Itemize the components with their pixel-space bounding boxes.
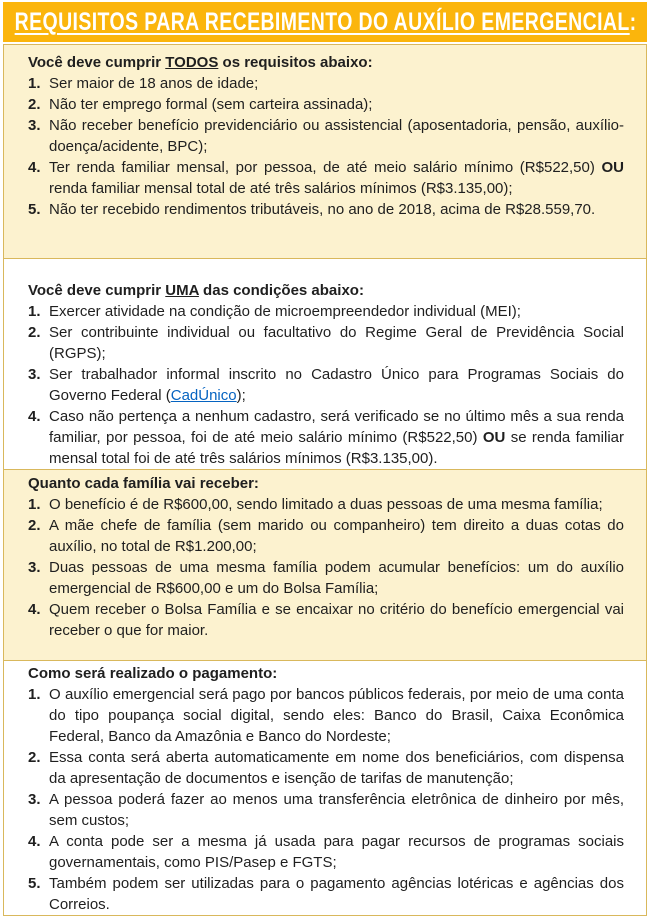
- text-segment: Exercer atividade na condição de microempreendedor individual (MEI);: [49, 303, 521, 320]
- text-segment: Ser maior de 18 anos de idade;: [49, 75, 259, 92]
- item-number: 4.: [28, 833, 41, 850]
- page-title-wrap: [14, 8, 636, 37]
- section-heading: [28, 280, 624, 301]
- list-item: [28, 406, 624, 469]
- text-segment: Não receber benefício previdenciário ou assistencial (aposentadoria, pensão, auxílio-doença/acidente, BPC);: [49, 117, 624, 155]
- text-segment: Você deve cumprir: [28, 282, 166, 299]
- text-segment: );: [236, 387, 246, 404]
- section-list: [28, 301, 624, 469]
- list-item: [28, 684, 624, 747]
- list-item: [28, 599, 624, 641]
- section-list: [28, 684, 624, 915]
- text-segment: Ser trabalhador informal inscrito no Cadastro Único para Programas Sociais do Governo Federal (: [49, 366, 624, 404]
- list-item: [28, 364, 624, 406]
- list-item: [28, 515, 624, 557]
- header-bar: [3, 2, 647, 42]
- list-item: [28, 199, 624, 220]
- list-item: [28, 789, 624, 831]
- text-segment: Como será realizado o pagamento:: [28, 665, 278, 682]
- list-item: [28, 301, 624, 322]
- item-number: 5.: [28, 875, 41, 892]
- section-heading: [28, 663, 624, 684]
- list-item: [28, 557, 624, 599]
- text-segment: Quanto cada família vai receber:: [28, 475, 259, 492]
- section-condicoes-uma: [3, 258, 647, 470]
- cadunico-link[interactable]: CadÚnico: [170, 387, 237, 404]
- list-item: [28, 73, 624, 94]
- text-segment: renda familiar mensal total de até três salários mínimos (R$3.135,00);: [49, 180, 513, 197]
- text-segment: TODOS: [165, 54, 219, 71]
- item-number: 4.: [28, 408, 41, 425]
- list-item: [28, 831, 624, 873]
- section-heading: [28, 52, 624, 73]
- section-list: [28, 494, 624, 641]
- list-item: [28, 747, 624, 789]
- text-segment: UMA: [165, 282, 199, 299]
- section-requisitos-todos: [3, 44, 647, 259]
- list-item: [28, 115, 624, 157]
- list-item: [28, 873, 624, 915]
- text-segment: OU: [482, 429, 506, 446]
- list-item: [28, 94, 624, 115]
- section-heading: [28, 473, 624, 494]
- section-quanto-receber: [3, 469, 647, 661]
- page-title: REQUISITOS PARA RECEBIMENTO DO AUXÍLIO EMERGENCIAL: [14, 7, 630, 36]
- item-number: 3.: [28, 117, 41, 134]
- item-number: 2.: [28, 749, 41, 766]
- text-segment: Não ter emprego formal (sem carteira assinada);: [49, 96, 373, 113]
- text-segment: O auxílio emergencial será pago por bancos públicos federais, por meio de uma conta do tipo poupança social digital, sendo eles: Banco do Brasil, Caixa Econômica Federal, Banco da Amazônia e Banco do Nordeste;: [49, 686, 624, 745]
- text-segment: A pessoa poderá fazer ao menos uma transferência eletrônica de dinheiro por mês, sem custos;: [49, 791, 624, 829]
- item-number: 3.: [28, 559, 41, 576]
- text-segment: OU: [601, 159, 624, 176]
- text-segment: Ser contribuinte individual ou facultativo do Regime Geral de Previdência Social (RGPS);: [49, 324, 624, 362]
- section-como-pagamento: [3, 660, 647, 916]
- list-item: [28, 494, 624, 515]
- text-segment: Essa conta será aberta automaticamente em nome dos beneficiários, com dispensa da apresentação de documentos e isenção de tarifas de manutenção;: [49, 749, 624, 787]
- item-number: 1.: [28, 496, 41, 513]
- text-segment: Quem receber o Bolsa Família e se encaixar no critério do benefício emergencial vai receber o que for maior.: [49, 601, 624, 639]
- text-segment: Caso não pertença a nenhum cadastro, será verificado se no último mês a sua renda familiar, por pessoa, foi de até meio salário mínimo (R$522,50): [49, 408, 624, 446]
- item-number: 2.: [28, 517, 41, 534]
- page-title-colon: :: [629, 7, 636, 36]
- text-segment: Também podem ser utilizadas para o pagamento agências lotéricas e agências dos Correios.: [49, 875, 624, 913]
- item-number: 3.: [28, 366, 41, 383]
- item-number: 1.: [28, 75, 41, 92]
- text-segment: os requisitos abaixo:: [218, 54, 373, 71]
- text-segment: Você deve cumprir: [28, 54, 166, 71]
- item-number: 3.: [28, 791, 41, 808]
- text-segment: O benefício é de R$600,00, sendo limitado a duas pessoas de uma mesma família;: [49, 496, 603, 513]
- text-segment: A conta pode ser a mesma já usada para pagar recursos de programas sociais governamentais, como PIS/Pasep e FGTS;: [49, 833, 624, 871]
- section-list: [28, 73, 624, 220]
- item-number: 5.: [28, 201, 41, 218]
- item-number: 4.: [28, 159, 41, 176]
- list-item: [28, 322, 624, 364]
- item-number: 1.: [28, 303, 41, 320]
- text-segment: Ter renda familiar mensal, por pessoa, de até meio salário mínimo (R$522,50): [49, 159, 602, 176]
- item-number: 1.: [28, 686, 41, 703]
- text-segment: A mãe chefe de família (sem marido ou companheiro) tem direito a duas cotas do auxílio, no total de R$1.200,00;: [49, 517, 624, 555]
- text-segment: Duas pessoas de uma mesma família podem acumular benefícios: um do auxílio emergencial de R$600,00 e um do Bolsa Família;: [49, 559, 624, 597]
- text-segment: Não ter recebido rendimentos tributáveis, no ano de 2018, acima de R$28.559,70.: [49, 201, 596, 218]
- item-number: 2.: [28, 324, 41, 341]
- text-segment: se renda familiar mensal total foi de até três salários mínimos (R$3.135,00).: [49, 429, 624, 467]
- item-number: 4.: [28, 601, 41, 618]
- list-item: [28, 157, 624, 199]
- text-segment: das condições abaixo:: [198, 282, 364, 299]
- item-number: 2.: [28, 96, 41, 113]
